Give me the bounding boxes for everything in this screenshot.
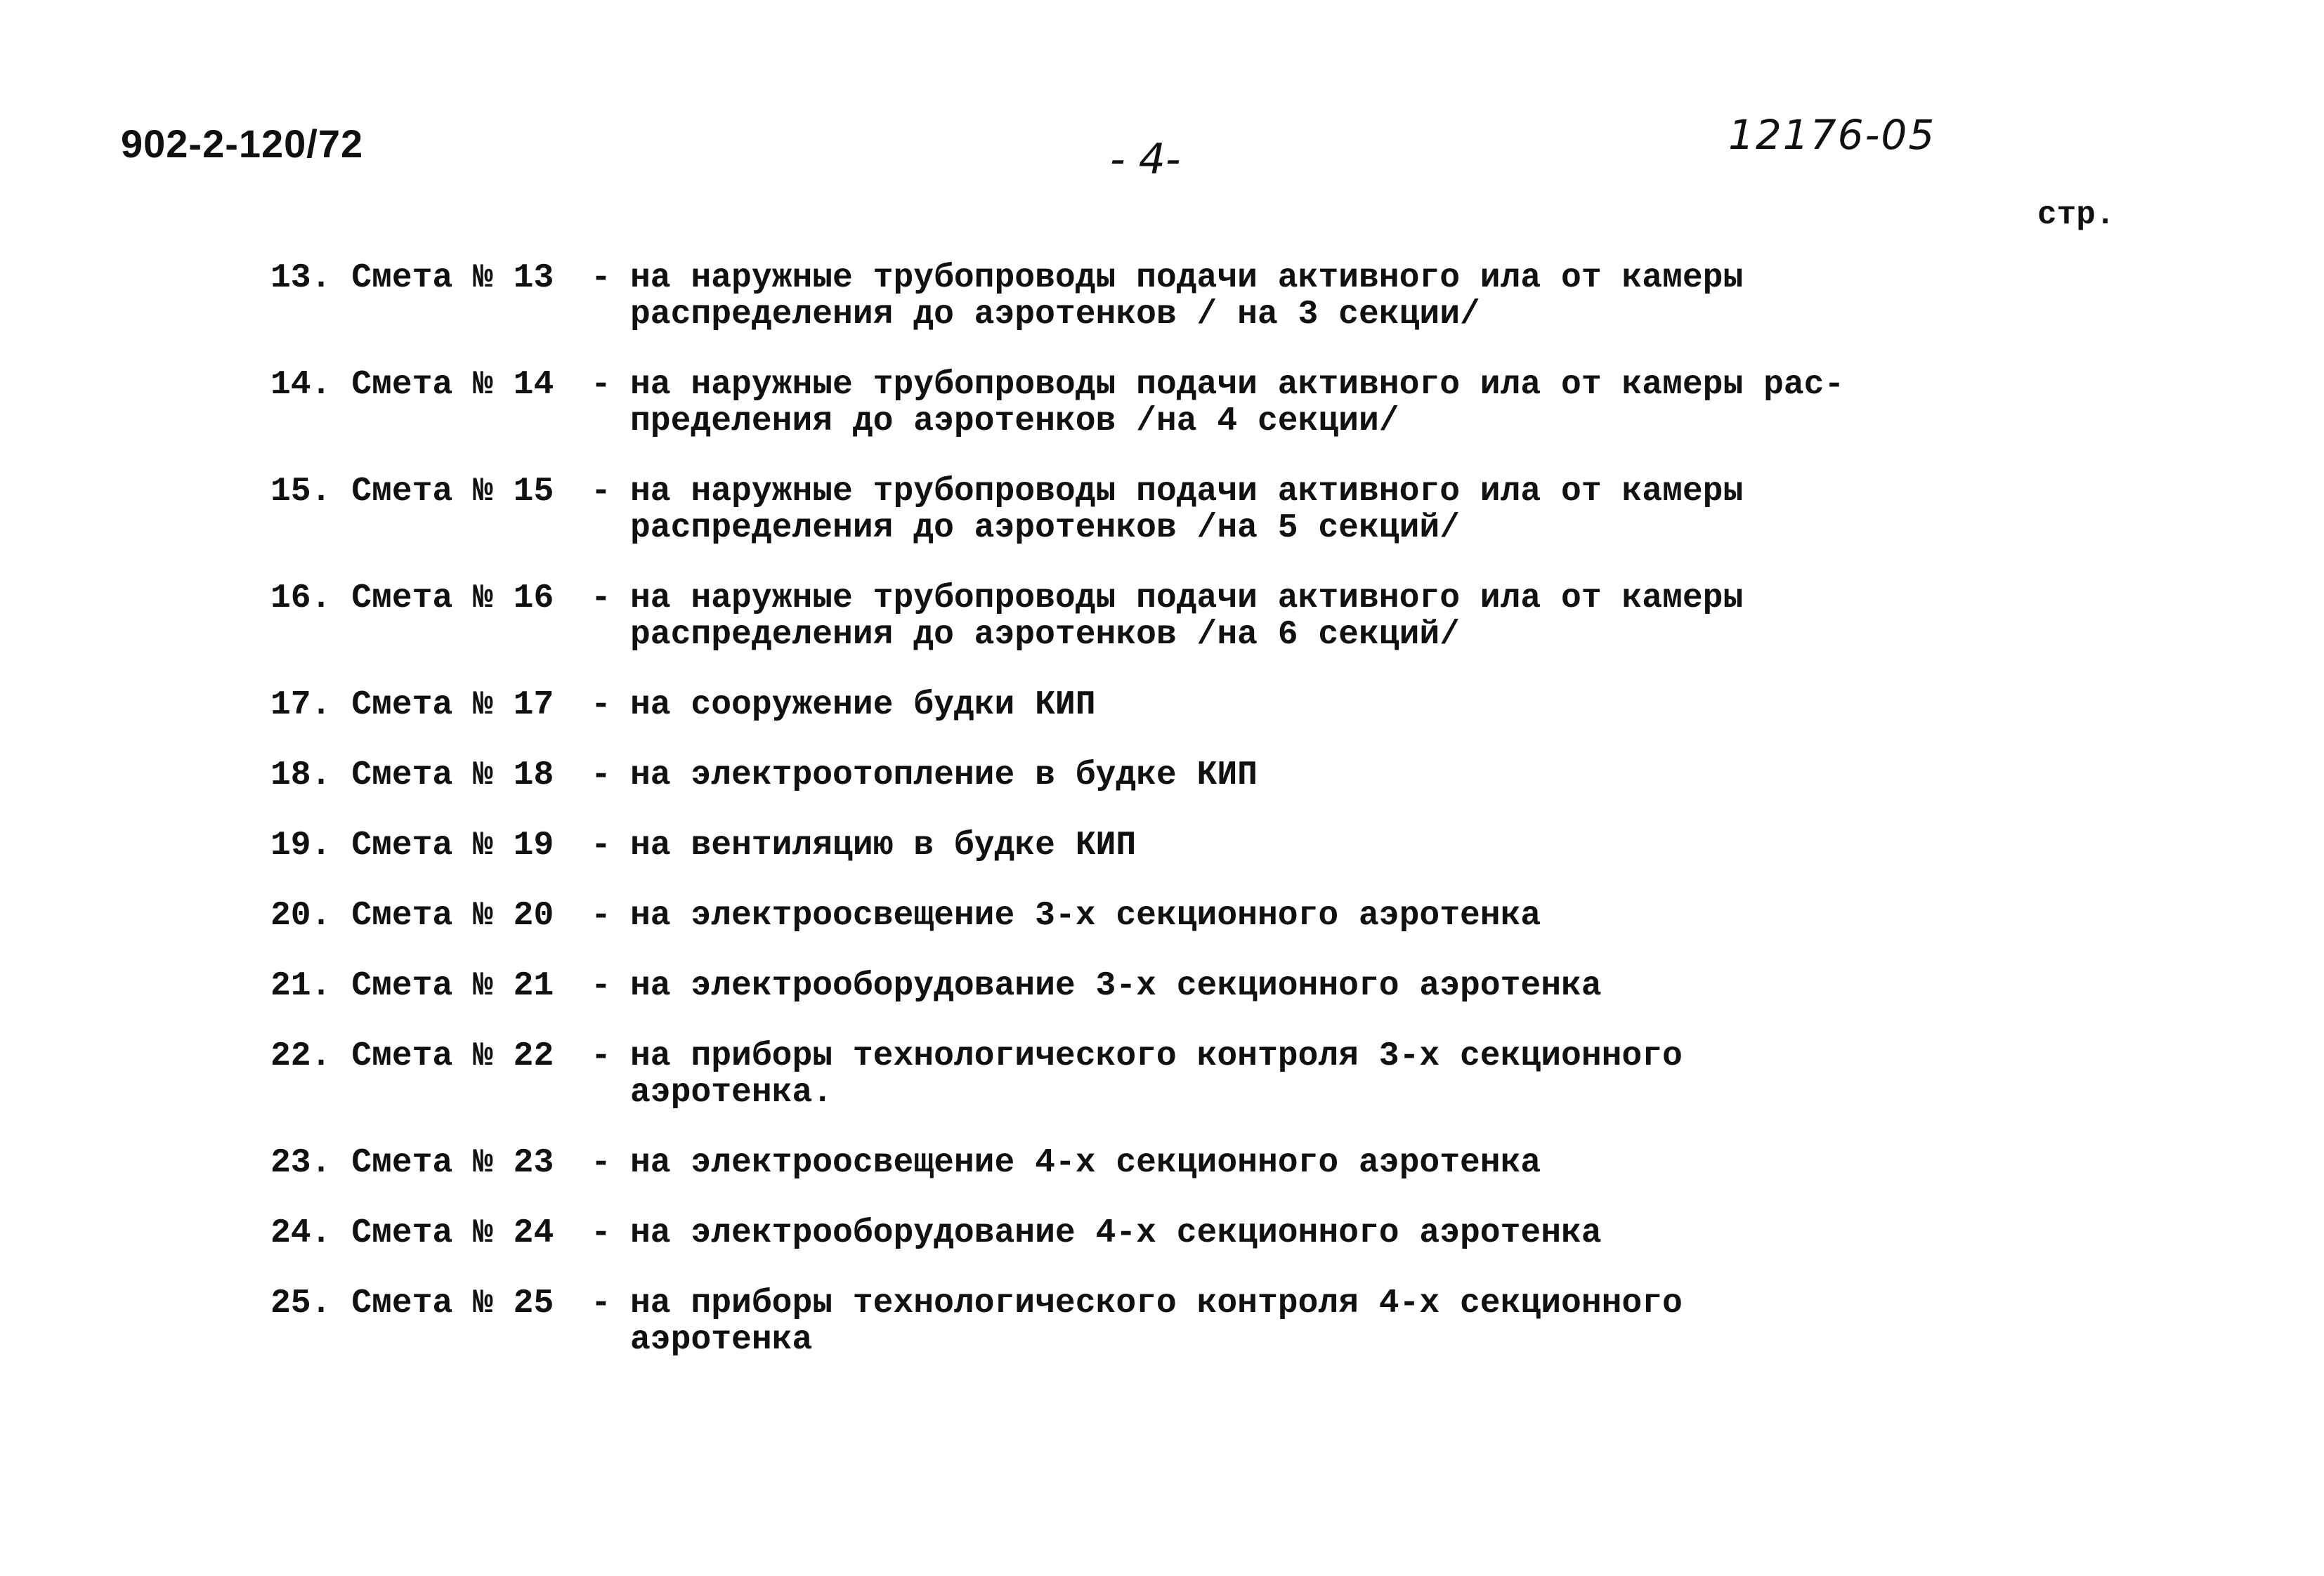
estimate-description: на наружные трубопроводы подачи активного ила от камеры распределения до аэротенков /на 6 секций/: [630, 579, 1744, 654]
estimate-list: [270, 260, 2097, 1392]
estimate-label: 23. Смета № 23: [270, 1144, 554, 1182]
estimate-entry-18: [270, 757, 2097, 794]
entry-dash: -: [591, 1214, 611, 1252]
entry-dash: -: [591, 756, 611, 794]
page-column-label: стр.: [2037, 197, 2115, 233]
estimate-description: на наружные трубопроводы подачи активного ила от камеры рас- пределения до аэротенков /на 4 секции/: [630, 366, 1845, 440]
estimate-description: на электрооборудование 4-х секционного аэротенка: [630, 1214, 1602, 1252]
entry-dash: -: [591, 1037, 611, 1075]
estimate-description: на приборы технологического контроля 4-х секционного аэротенка: [630, 1285, 1683, 1359]
page-number: - 4-: [1110, 135, 1181, 184]
entry-dash: -: [591, 1144, 611, 1182]
estimate-description: на приборы технологического контроля 3-х секционного аэротенка.: [630, 1037, 1683, 1112]
entry-dash: -: [591, 579, 611, 617]
estimate-entry-20: [270, 898, 2097, 934]
estimate-entry-19: [270, 827, 2097, 864]
estimate-description: на наружные трубопроводы подачи активного ила от камеры распределения до аэротенков / на 3 секции/: [630, 259, 1744, 334]
estimate-description: на электроосвещение 4-х секционного аэротенка: [630, 1144, 1541, 1182]
estimate-label: 17. Смета № 17: [270, 686, 554, 724]
estimate-label: 19. Смета № 19: [270, 827, 554, 865]
estimate-label: 22. Смета № 22: [270, 1037, 554, 1075]
entry-dash: -: [591, 827, 611, 865]
estimate-label: 21. Смета № 21: [270, 967, 554, 1005]
estimate-description: на наружные трубопроводы подачи активного ила от камеры распределения до аэротенков /на 5 секций/: [630, 473, 1744, 547]
estimate-entry-17: [270, 687, 2097, 723]
estimate-label: 18. Смета № 18: [270, 756, 554, 794]
estimate-description: на электроосвещение 3-х секционного аэротенка: [630, 897, 1541, 935]
estimate-entry-15: [270, 473, 2097, 546]
estimate-entry-23: [270, 1145, 2097, 1181]
document-code: 902-2-120/72: [121, 122, 364, 166]
estimate-description: на вентиляцию в будке КИП: [630, 827, 1137, 865]
estimate-entry-21: [270, 968, 2097, 1004]
estimate-entry-25: [270, 1285, 2097, 1358]
entry-dash: -: [591, 473, 611, 511]
estimate-label: 24. Смета № 24: [270, 1214, 554, 1252]
estimate-description: на электрооборудование 3-х секционного аэротенка: [630, 967, 1602, 1005]
estimate-entry-14: [270, 367, 2097, 440]
estimate-entry-16: [270, 580, 2097, 653]
entry-dash: -: [591, 366, 611, 404]
estimate-entry-13: [270, 260, 2097, 333]
entry-dash: -: [591, 967, 611, 1005]
entry-dash: -: [591, 1285, 611, 1322]
entry-dash: -: [591, 897, 611, 935]
estimate-label: 25. Смета № 25: [270, 1285, 554, 1322]
estimate-label: 16. Смета № 16: [270, 579, 554, 617]
estimate-entry-24: [270, 1215, 2097, 1252]
estimate-label: 14. Смета № 14: [270, 366, 554, 404]
estimate-label: 13. Смета № 13: [270, 259, 554, 297]
estimate-label: 15. Смета № 15: [270, 473, 554, 511]
estimate-description: на сооружение будки КИП: [630, 686, 1096, 724]
estimate-description: на электроотопление в будке КИП: [630, 756, 1258, 794]
entry-dash: -: [591, 259, 611, 297]
entry-dash: -: [591, 686, 611, 724]
estimate-entry-22: [270, 1038, 2097, 1111]
archive-number: 12176-05: [1728, 111, 1936, 159]
estimate-label: 20. Смета № 20: [270, 897, 554, 935]
